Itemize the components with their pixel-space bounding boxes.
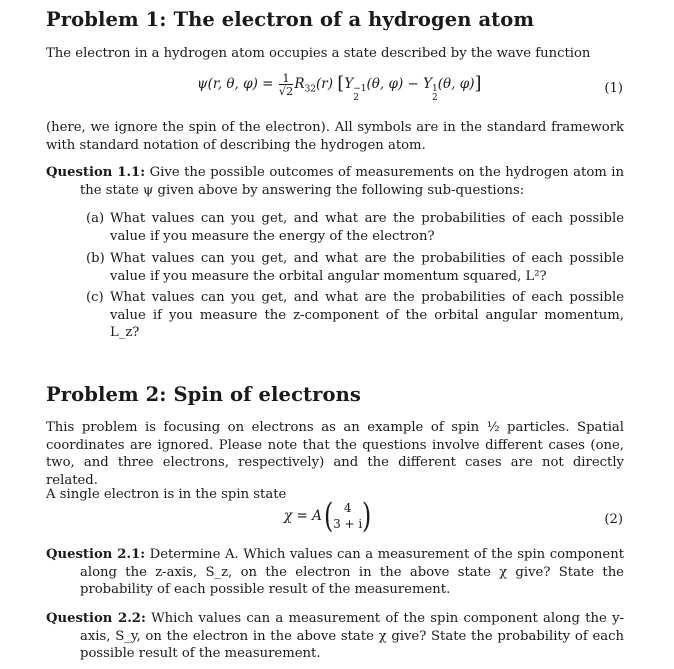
eq1-fraction [279, 72, 294, 97]
question-2-2 [46, 610, 624, 663]
single-electron-text: A single electron is in the spin state [46, 487, 287, 502]
eq1-y1-arg: (θ, φ) − [366, 76, 424, 92]
subquestion-c [86, 289, 624, 342]
eq2-column-vector [333, 500, 362, 532]
eq2-left-paren: ( [323, 496, 334, 536]
eq1-y2-sup: 1 [432, 84, 438, 94]
problem2-intro: This problem is focusing on electrons as an example of spin ½ particles. Spatial coordinates are ignored. Please note that the questions involve different cases (one, two, and three electrons, respectively) and the different cases are not directly related. [46, 420, 624, 488]
eq1-frac-den: √2 [278, 84, 294, 98]
eq1-r-arg: (r) [316, 76, 338, 92]
eq1-r-sub: 32 [304, 84, 317, 95]
eq2-top-entry: 4 [343, 501, 352, 515]
subquestion-b [86, 250, 624, 285]
problem1-note: (here, we ignore the spin of the electron). All symbols are in the standard framework with standard notation of describing the hydrogen atom. [46, 120, 624, 153]
eq2-lhs: χ = A [284, 508, 322, 524]
eq1-y2: Y [423, 76, 433, 92]
eq1-y2-arg: (θ, φ) [437, 76, 475, 92]
eq1-y1-sup: −1 [353, 84, 367, 94]
question-2-1-label: Question 2.1: [46, 547, 146, 562]
subquestion-c-text: What values can you get, and what are the probabilities of each possible value if you measure the z-component of the orbital angular momentum, L_z? [110, 290, 624, 340]
subquestion-a-label: (a) [86, 211, 105, 226]
equation-number-2: (2) [604, 512, 623, 527]
eq1-left-bracket: [ [337, 73, 345, 94]
subquestion-a [86, 210, 624, 245]
problem1-heading: Problem 1: The electron of a hydrogen atom [46, 8, 535, 31]
question-1-1-label: Question 1.1: [46, 165, 146, 180]
problem1-intro: The electron in a hydrogen atom occupies a state described by the wave function [46, 46, 591, 61]
problem2-heading: Problem 2: Spin of electrons [46, 383, 361, 406]
eq2-right-paren: ) [362, 496, 372, 536]
question-2-2-text: Which values can a measurement of the spin component along the y-axis, S_y, on the electron in the above state χ give? State the probability of each possible result of the measurement. [80, 611, 624, 661]
eq1-r: R [294, 76, 305, 92]
subquestion-a-text: What values can you get, and what are the probabilities of each possible value if you measure the energy of the electron? [110, 211, 624, 244]
subquestion-c-label: (c) [86, 290, 104, 305]
subquestion-b-text: What values can you get, and what are the probabilities of each possible value if you measure the orbital angular momentum squared, L²? [110, 251, 624, 284]
question-1-1-text: Give the possible outcomes of measurements on the hydrogen atom in the state ψ given above by answering the following sub-questions: [80, 165, 624, 198]
question-2-2-label: Question 2.2: [46, 611, 146, 626]
eq1-lhs: ψ(r, θ, φ) = [197, 76, 278, 92]
spin-state-equation [284, 496, 374, 536]
eq1-right-bracket: ] [474, 73, 482, 94]
question-2-1-text: Determine A. Which values can a measurement of the spin component along the z-axis, S_z, on the electron in the above state χ give? State the probability of each possible result of the measurement. [80, 547, 624, 597]
eq1-y2-sub: 2 [432, 93, 438, 103]
wavefunction-equation [197, 72, 482, 103]
subquestion-b-label: (b) [86, 251, 105, 266]
eq1-frac-num: 1 [279, 72, 294, 85]
eq1-y1: Y [344, 76, 354, 92]
question-2-1 [46, 546, 624, 599]
eq2-bottom-entry: 3 + i [333, 517, 363, 531]
equation-number-1: (1) [604, 81, 623, 96]
eq1-y1-indices [353, 85, 366, 103]
question-1-1 [46, 164, 624, 199]
eq1-y1-sub: 2 [353, 93, 359, 103]
